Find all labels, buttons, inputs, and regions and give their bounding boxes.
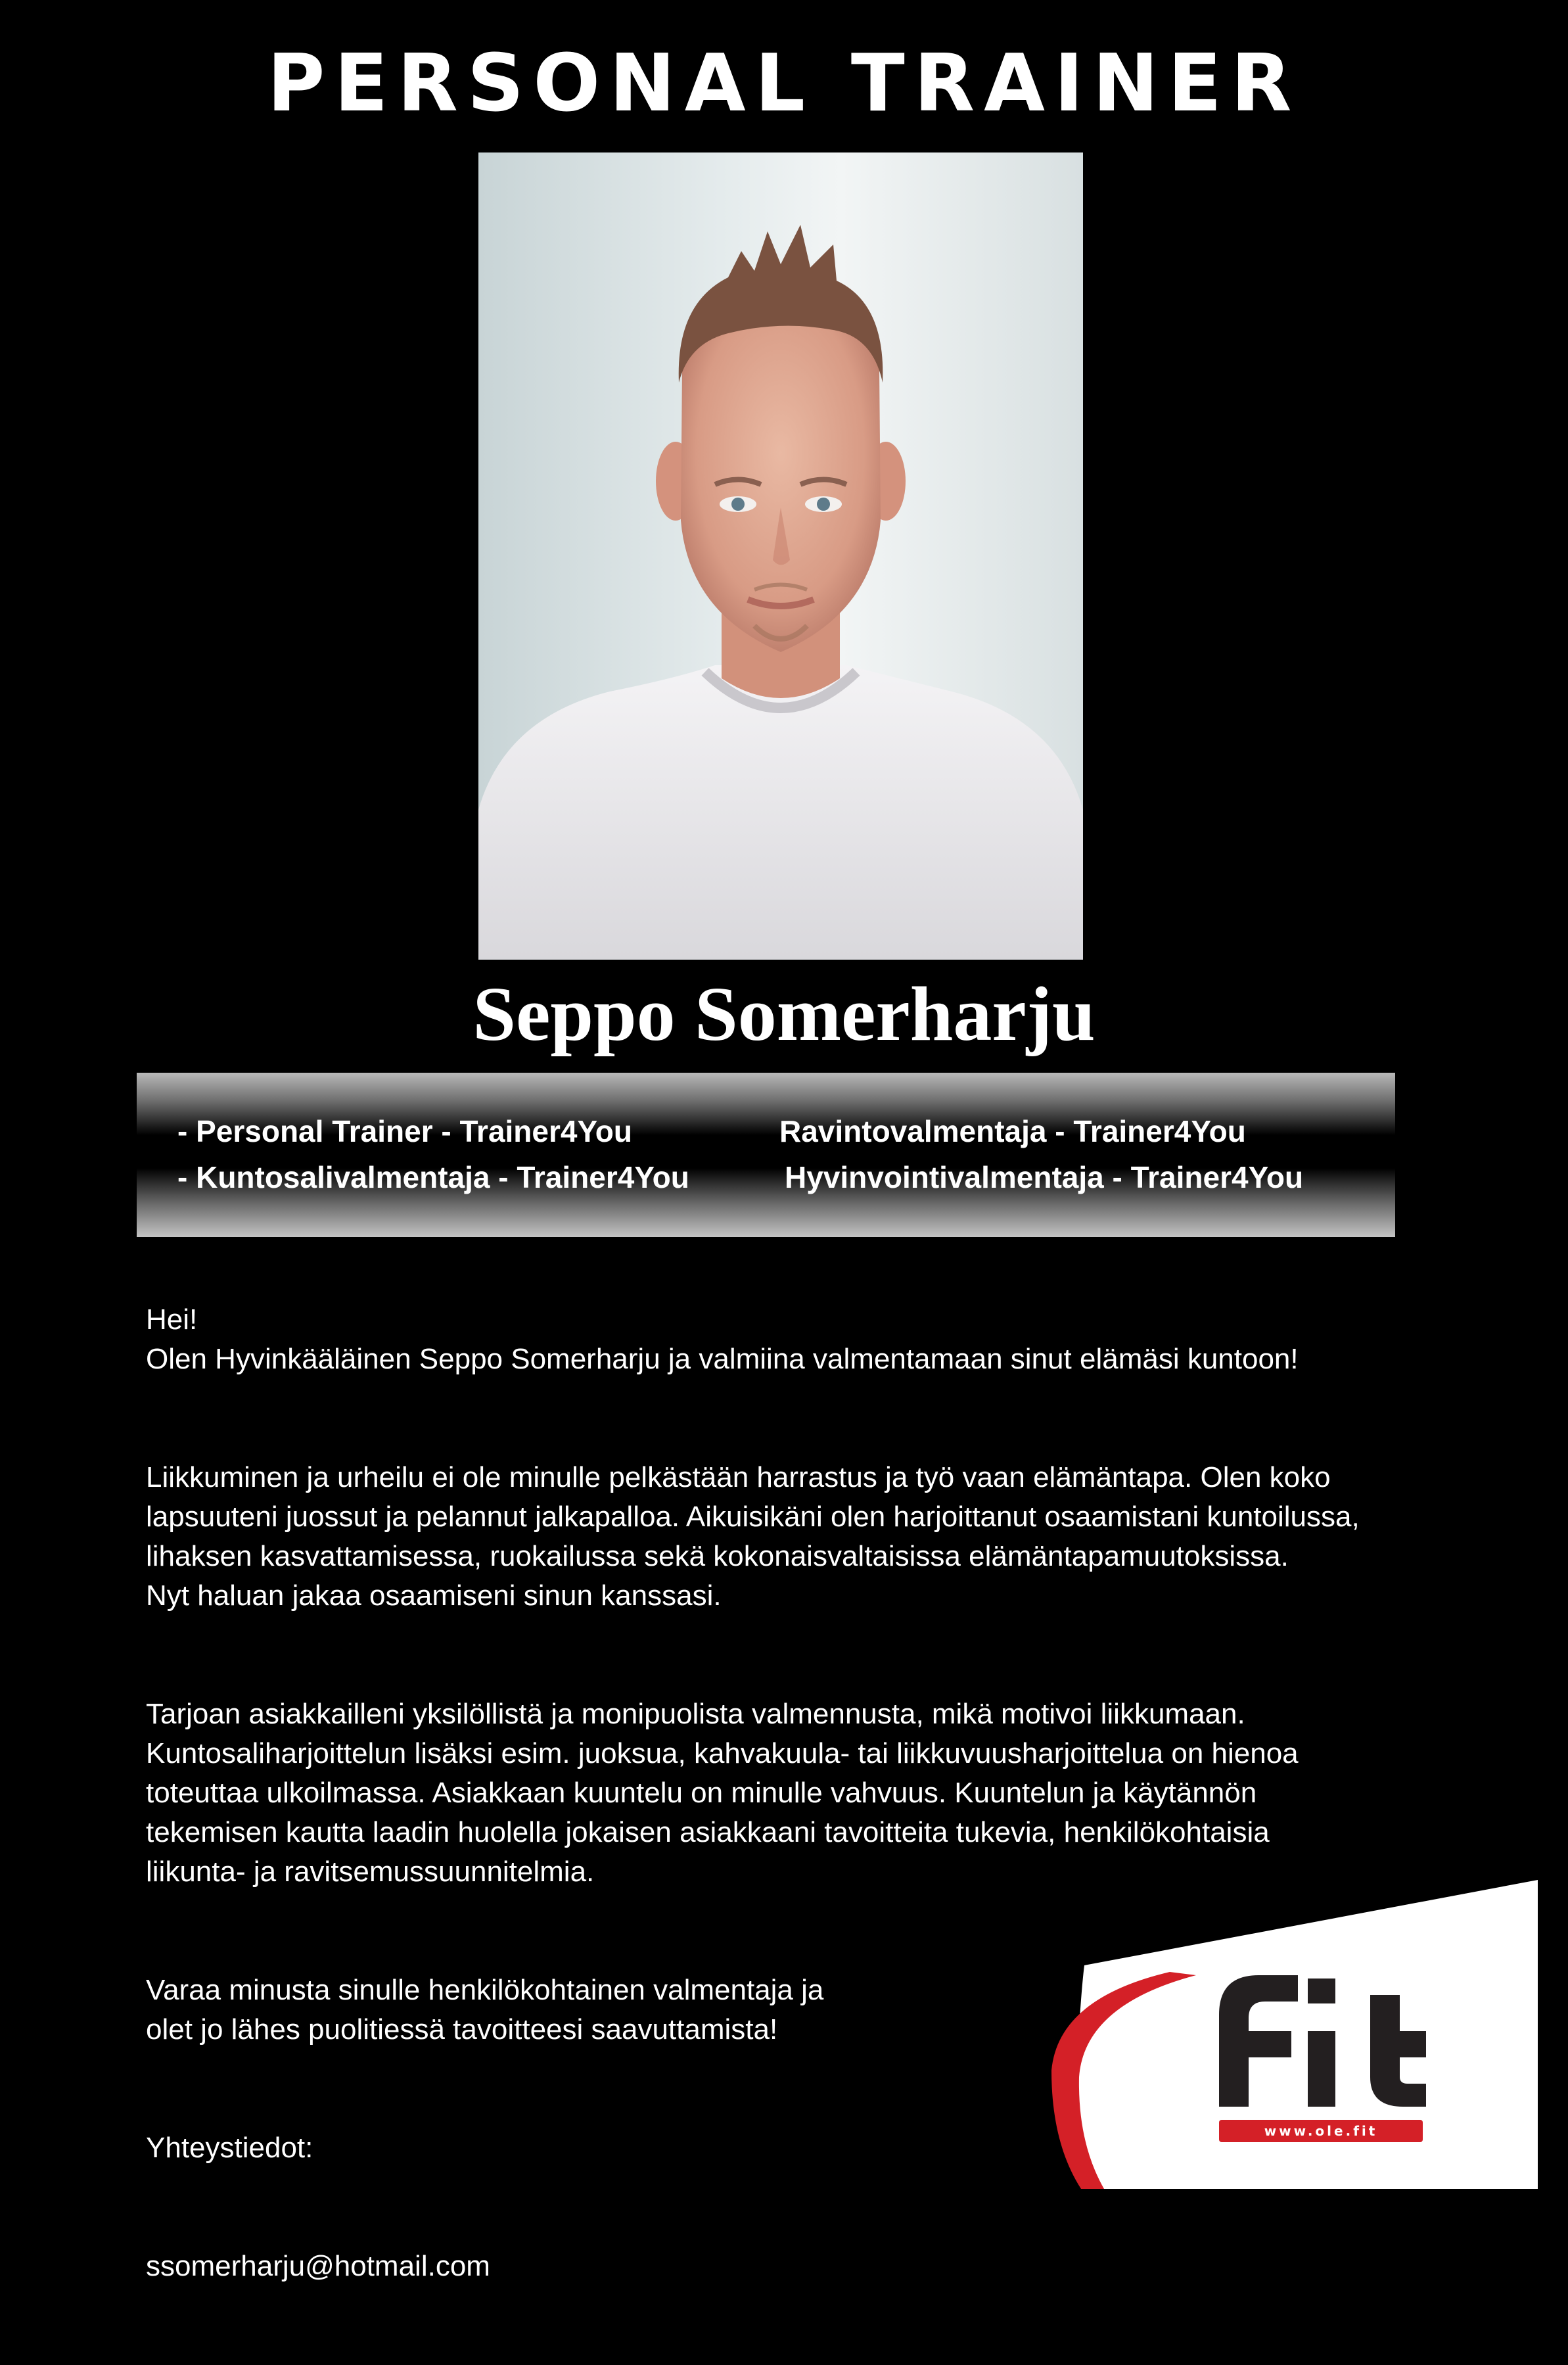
roles-banner (137, 1073, 1395, 1237)
bio-background: Liikkuminen ja urheilu ei ole minulle pelkästään harrastus ja työ vaan elämäntapa. Olen koko lapsuuteni juossut ja pelannut jalkapalloa. Aikuisikäni olen harjoittanut osaamistani kuntoilussa, lihaksen kasvattamisessa, ruokailussa sekä kokonaisvaltaisissa elämäntapamuutoksissa. Nyt haluan jakaa osaamiseni sinun kanssasi. (146, 1461, 1360, 1612)
logo-url: www.ole.fit (1264, 2123, 1378, 2139)
role-hyvinvointivalmentaja: Hyvinvointivalmentaja - Trainer4You (785, 1160, 1304, 1194)
role-kuntosalivalmentaja: - Kuntosalivalmentaja - Trainer4You (177, 1160, 689, 1194)
trainer-name: Seppo Somerharju (473, 971, 1095, 1057)
contact-label: Yhteystiedot: (146, 2132, 313, 2164)
bio-call-to-action: Varaa minusta sinulle henkilökohtainen valmentaja ja olet jo lähes puolitiessä tavoitteesi saavuttamista! (146, 1974, 824, 2046)
bio-text (146, 1261, 1487, 2365)
role-personal-trainer: - Personal Trainer - Trainer4You (177, 1114, 632, 1148)
bio-intro: Hei! Olen Hyvinkääläinen Seppo Somerharju ja valmiina valmentamaan sinut elämäsi kuntoon! (146, 1303, 1299, 1375)
page-title: PERSONAL TRAINER (267, 38, 1301, 129)
bio-services: Tarjoan asiakkailleni yksilöllistä ja monipuolista valmennusta, mikä motivoi liikkumaan. Kuntosaliharjoittelun lisäksi esim. juoksua, kahvakuula- tai liikkuvuusharjoittelua on hienoa toteuttaa ulkoilmassa. Asiakkaan kuuntelu on minulle vahvuus. Kuuntelun ja käytännön tekemisen kautta laadin huolella jokaisen asiakkaani tavoitteita tukevia, henkilökohtaisia liikunta- ja ravitsemussuunnitelmia. (146, 1698, 1299, 1888)
role-ravintovalmentaja: Ravintovalmentaja - Trainer4You (779, 1114, 1246, 1148)
contact-email[interactable]: ssomerharju@hotmail.com (146, 2250, 490, 2282)
fit-logo (1032, 1880, 1542, 2189)
trainer-photo (478, 152, 1083, 960)
